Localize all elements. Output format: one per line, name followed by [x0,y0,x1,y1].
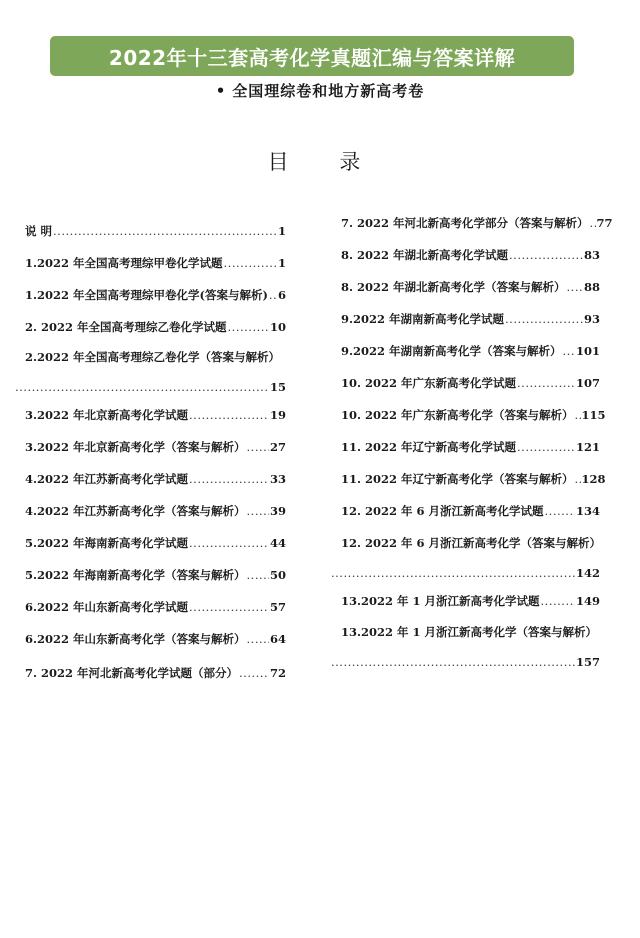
toc-entry[interactable] [341,248,600,262]
toc-entry-page: 27 [269,440,286,454]
toc-entry-label: 13.2022 年 1 月浙江新高考化学（答案与解析） [341,625,598,639]
toc-entry[interactable] [25,408,286,422]
toc-entry-label: 2. 2022 年全国高考理综乙卷化学试题 [25,320,227,334]
toc-entry[interactable] [25,256,286,270]
toc-entry[interactable] [25,632,286,646]
toc-entry[interactable] [25,568,286,582]
dot-leader [189,472,269,486]
toc-entry-page: 134 [575,504,600,518]
toc-heading: 目 录 [267,150,383,174]
dot-leader [590,216,596,230]
document-title: 2022年十三套高考化学真题汇编与答案详解 [108,45,516,70]
toc-entry-label: 3.2022 年北京新高考化学试题 [25,408,189,422]
toc-entry-label: 4.2022 年江苏新高考化学（答案与解析） [25,504,246,518]
toc-entry[interactable] [25,224,286,238]
toc-entry-page: 39 [269,504,286,518]
dot-leader [575,408,581,422]
toc-entry-label: 12. 2022 年 6 月浙江新高考化学试题 [341,504,544,518]
toc-entry[interactable] [25,472,286,486]
toc-entry[interactable] [341,216,613,230]
toc-entry-page: 157 [575,655,600,669]
dot-leader [15,380,269,394]
toc-entry-label: 13.2022 年 1 月浙江新高考化学试题 [341,594,540,608]
toc-entry-label: 6.2022 年山东新高考化学试题 [25,600,189,614]
toc-entry-label: 10. 2022 年广东新高考化学试题 [341,376,517,390]
toc-entry-label: 12. 2022 年 6 月浙江新高考化学（答案与解析） [341,536,602,550]
toc-entry[interactable] [25,504,286,518]
bullet-icon: • [215,82,227,100]
toc-entry[interactable] [341,472,606,486]
dot-leader [563,344,575,358]
dot-leader [247,632,269,646]
toc-entry[interactable] [25,288,286,302]
subtitle [0,80,640,101]
toc-entry-page: 88 [583,280,600,294]
toc-entry-label: 3.2022 年北京新高考化学（答案与解析） [25,440,246,454]
toc-entry-label: 6.2022 年山东新高考化学（答案与解析） [25,632,246,646]
toc-entry-page: 72 [269,666,286,680]
dot-leader [224,256,277,270]
toc-entry-label: 9.2022 年湖南新高考化学（答案与解析） [341,344,562,358]
toc-entry-page: 77 [596,216,613,230]
toc-entry[interactable] [25,320,286,334]
toc-entry-label: 8. 2022 年湖北新高考化学试题 [341,248,509,262]
toc-entry-label: 9.2022 年湖南新高考化学试题 [341,312,505,326]
dot-leader [505,312,583,326]
toc-entry-label: 10. 2022 年广东新高考化学（答案与解析） [341,408,574,422]
toc-entry-page: 115 [581,408,606,422]
toc-entry-page: 6 [277,288,286,302]
toc-entry-page: 1 [277,224,286,238]
dot-leader [509,248,583,262]
dot-leader [269,288,277,302]
dot-leader [53,224,277,238]
subtitle-text: 全国理综卷和地方新高考卷 [232,82,425,100]
toc-entry-label: 5.2022 年海南新高考化学（答案与解析） [25,568,246,582]
toc-entry-page: 1 [277,256,286,270]
toc-entry-page: 149 [575,594,600,608]
toc-entry-page: 57 [269,600,286,614]
toc-entry-page: 142 [575,566,600,580]
dot-leader [331,655,575,669]
dot-leader [239,666,269,680]
toc-entry[interactable] [25,600,286,614]
dot-leader [331,566,575,580]
toc-entry-page: 128 [581,472,606,486]
toc-entry-label: 7. 2022 年河北新高考化学部分（答案与解析） [341,216,589,230]
dot-leader [189,600,269,614]
toc-entry[interactable] [25,666,286,680]
toc-entry[interactable] [341,280,600,294]
toc-entry-page: 19 [269,408,286,422]
toc-entry-label: 7. 2022 年河北新高考化学试题（部分） [25,666,239,680]
dot-leader [517,440,575,454]
toc-entry-page: 121 [575,440,600,454]
toc-entry[interactable] [25,536,286,550]
toc-entry[interactable] [341,344,600,358]
dot-leader [517,376,575,390]
toc-entry[interactable] [330,536,600,580]
dot-leader [247,568,269,582]
toc-entry-label: 1.2022 年全国高考理综甲卷化学(答案与解析) [25,288,268,302]
toc-entry-label: 2.2022 年全国高考理综乙卷化学（答案与解析） [25,350,281,364]
toc-entry-page: 15 [269,380,286,394]
dot-leader [189,408,269,422]
toc-entry[interactable] [330,625,600,669]
toc-entry[interactable] [341,594,600,608]
dot-leader [541,594,575,608]
toc-entry-page: 33 [269,472,286,486]
toc-entry-label: 4.2022 年江苏新高考化学试题 [25,472,189,486]
toc-entry-label: 8. 2022 年湖北新高考化学（答案与解析） [341,280,566,294]
dot-leader [567,280,583,294]
toc-entry-label: 11. 2022 年辽宁新高考化学试题 [341,440,517,454]
toc-entry-page: 50 [269,568,286,582]
toc-entry[interactable] [341,376,600,390]
toc-entry[interactable] [341,440,600,454]
title-banner [50,36,574,76]
toc-entry-page: 10 [269,320,286,334]
toc-entry-page: 107 [575,376,600,390]
toc-entry-page: 44 [269,536,286,550]
toc-entry[interactable] [14,350,286,394]
toc-entry-page: 64 [269,632,286,646]
dot-leader [189,536,269,550]
dot-leader [545,504,575,518]
toc-entry[interactable] [341,408,606,422]
toc-entry[interactable] [25,440,286,454]
dot-leader [247,504,269,518]
toc-entry-label: 说 明 [25,224,53,238]
dot-leader [575,472,581,486]
toc-entry-page: 101 [575,344,600,358]
toc-entry-page: 93 [583,312,600,326]
toc-entry-label: 5.2022 年海南新高考化学试题 [25,536,189,550]
toc-entry-label: 11. 2022 年辽宁新高考化学（答案与解析） [341,472,574,486]
toc-entry-page: 83 [583,248,600,262]
toc-entry[interactable] [341,312,600,326]
toc-entry[interactable] [341,504,600,518]
dot-leader [228,320,269,334]
toc-entry-label: 1.2022 年全国高考理综甲卷化学试题 [25,256,223,270]
dot-leader [247,440,269,454]
